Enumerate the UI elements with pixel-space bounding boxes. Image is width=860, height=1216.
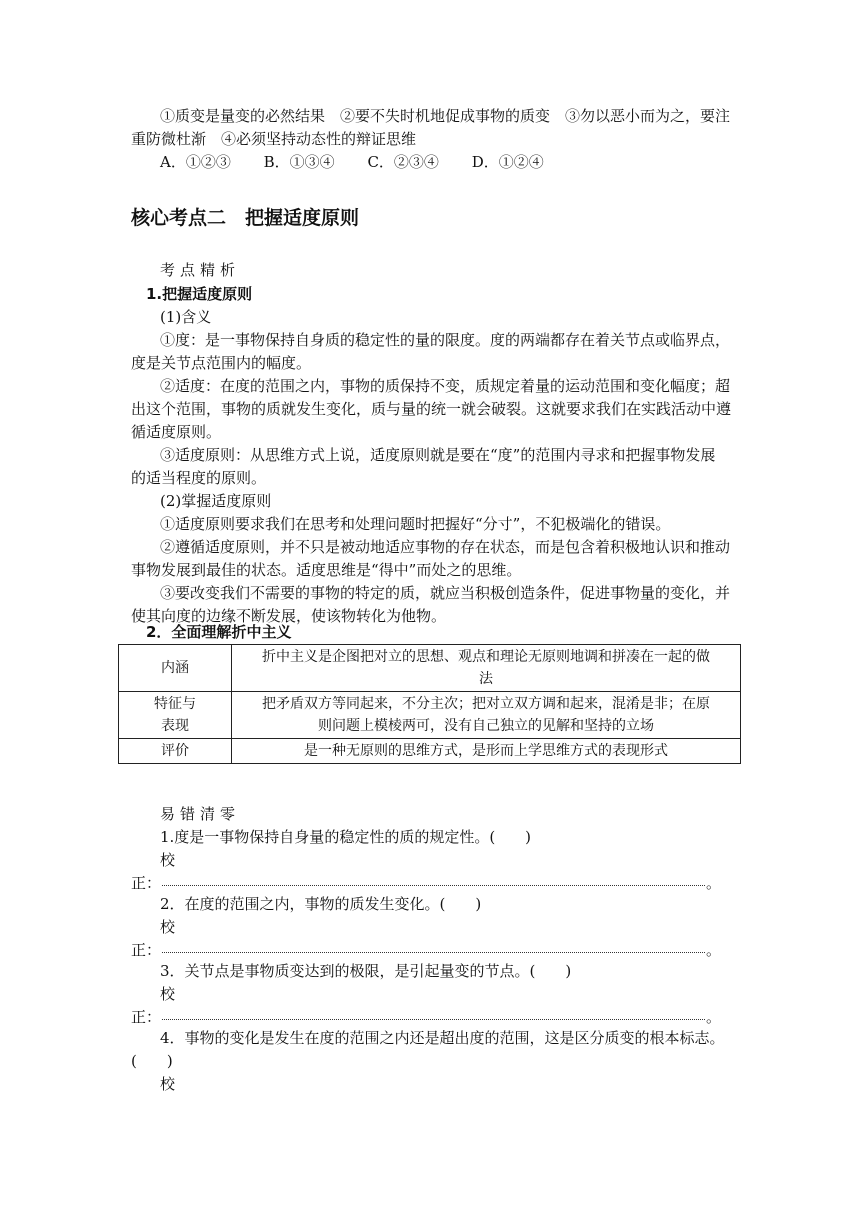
correction-label-4: 校 [160,1075,176,1093]
correction-period-1: 。 [706,874,722,892]
mistake-item-2: 2．在度的范围之内，事物的质发生变化。( ) [160,895,482,913]
question-tail-line1: ①质变是量变的必然结果 ②要不失时机地促成事物的质变 ③勿以恶小而为之，要注 [160,107,731,125]
table-cell-line: 表现 [161,718,189,734]
table-row-body: 是一种无原则的思维方式，是形而上学思维方式的表现形式 [232,739,741,764]
mistake-item-4: 4．事物的变化是发生在度的范围之内还是超出度的范围，这是区分质变的根本标志。 [160,1029,725,1047]
correction-label-1: 校 [160,851,176,869]
option-a: A．①②③ [160,153,231,171]
table-row-body [232,692,741,739]
table-row-body [232,645,741,692]
eclecticism-table [118,644,741,764]
table-cell-line: 折中主义是企图把对立的思想、观点和理论无原则地调和拼凑在一起的做 [262,649,710,665]
table-row [119,739,741,764]
option-b: B．①③④ [263,153,335,171]
mistake-item-3: 3．关节点是事物质变达到的极限，是引起量变的节点。( ) [160,962,572,980]
table-cell-line: 则问题上模棱两可，没有自己独立的见解和坚持的立场 [318,718,654,734]
answer-options [160,152,572,172]
correction-prefix-1: 正： [131,874,162,892]
para-2-line3: 循适度原则。 [131,423,222,441]
subsection-1-2: (2)掌握适度原则 [160,492,272,510]
para-2-line2: 出这个范围，事物的质就发生变化，质与量的统一就会破裂。这就要求我们在实践活动中遵 [131,400,732,418]
table-row [119,692,741,739]
para-5-line1: ②遵循适度原则，并不只是被动地适应事物的存在状态，而是包含着积极地认识和推动 [160,538,731,556]
table-row-head [119,692,232,739]
table-row-head: 内涵 [119,645,232,692]
para-6-line1: ③要改变我们不需要的事物的特定的质，就应当积极创造条件，促进事物量的变化，并 [160,584,731,602]
para-1-line2: 度是关节点范围内的幅度。 [131,354,312,372]
para-3-line1: ③适度原则：从思维方式上说，适度原则就是要在“度”的范围内寻求和把握事物发展 [160,446,716,464]
para-6-line2: 使其向度的边缘不断发展，使该物转化为他物。 [131,607,447,625]
subsection-title-2: 2．全面理解折中主义 [146,623,292,641]
correction-label-3: 校 [160,985,176,1003]
correction-label-2: 校 [160,918,176,936]
para-1-line1: ①度：是一事物保持自身质的稳定性的量的限度。度的两端都存在着关节点或临界点， [160,331,731,349]
mistakes-label: 易错清零 [160,805,241,823]
correction-blank-1[interactable] [162,885,705,886]
correction-prefix-2: 正： [131,941,162,959]
option-d: D．①②④ [471,153,544,171]
correction-blank-3[interactable] [162,1019,705,1020]
table-cell-line: 特征与 [154,696,196,712]
correction-period-2: 。 [706,941,722,959]
table-row-head: 评价 [119,739,232,764]
para-5-line2: 事物发展到最佳的状态。适度思维是“得中”而处之的思维。 [131,561,522,579]
option-c: C．②③④ [367,153,439,171]
mistake-item-1: 1.度是一事物保持自身量的稳定性的质的规定性。( ) [160,828,532,846]
section-title: 核心考点二 把握适度原则 [131,207,360,229]
table-row [119,645,741,692]
correction-blank-2[interactable] [162,952,705,953]
analysis-label: 考点精析 [160,261,241,279]
correction-prefix-3: 正： [131,1008,162,1026]
correction-period-3: 。 [706,1008,722,1026]
table-cell-line: 把矛盾双方等同起来，不分主次；把对立双方调和起来，混淆是非；在原 [262,696,710,712]
question-tail-line2: 重防微杜渐 ④必须坚持动态性的辩证思维 [131,130,417,148]
subsection-1-1: (1)含义 [160,308,212,326]
table-cell-line: 法 [479,671,493,687]
para-2-line1: ②适度：在度的范围之内，事物的质保持不变，质规定着量的运动范围和变化幅度；超 [160,377,731,395]
para-4: ①适度原则要求我们在思考和处理问题时把握好“分寸”，不犯极端化的错误。 [160,515,671,533]
para-3-line2: 的适当程度的原则。 [131,469,267,487]
subsection-title-1: 1.把握适度原则 [146,285,253,303]
mistake-item-4-paren: ( ) [131,1052,173,1070]
